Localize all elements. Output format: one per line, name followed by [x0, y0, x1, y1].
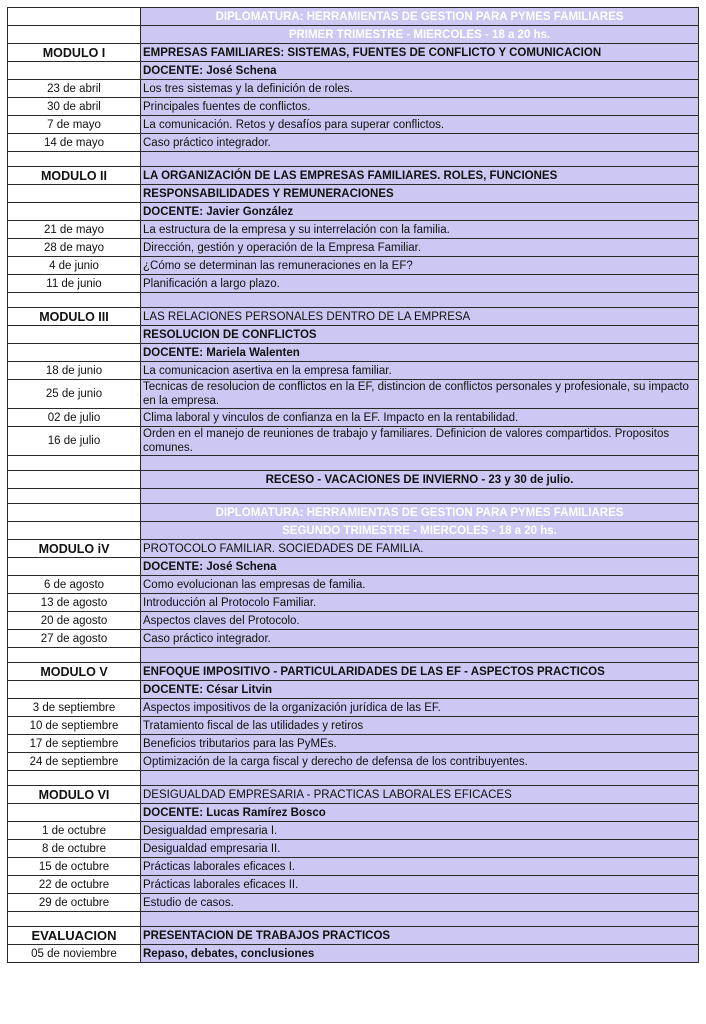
session-topic: Como evolucionan las empresas de familia.: [141, 576, 699, 594]
docente-row: [8, 344, 699, 362]
session-row: [8, 80, 699, 98]
session-date: 7 de mayo: [8, 116, 141, 134]
header-subtitle: SEGUNDO TRIMESTRE - MIERCOLES - 18 a 20 hs.: [141, 522, 699, 540]
session-row: [8, 858, 699, 876]
spacer-row: [8, 912, 699, 927]
docente: DOCENTE: Lucas Ramírez Bosco: [141, 804, 699, 822]
session-row: [8, 116, 699, 134]
spacer-row: [8, 648, 699, 663]
session-topic: Tecnicas de resolucion de conflictos en la EF, distincion de conflictos personales y profesionale, su impacto en la empresa.: [141, 380, 699, 409]
docente: DOCENTE: César Litvin: [141, 681, 699, 699]
session-row: [8, 576, 699, 594]
session-date: 10 de septiembre: [8, 717, 141, 735]
docente-row: [8, 62, 699, 80]
evaluacion-title: PRESENTACION DE TRABAJOS PRACTICOS: [141, 927, 699, 945]
evaluacion-detail: Repaso, debates, conclusiones: [141, 945, 699, 963]
session-date: 14 de mayo: [8, 134, 141, 152]
module-title: LA ORGANIZACIÓN DE LAS EMPRESAS FAMILIARES. ROLES, FUNCIONES: [141, 167, 699, 185]
header-row-subtitle: [8, 26, 699, 44]
session-date: 24 de septiembre: [8, 753, 141, 771]
session-date: 16 de julio: [8, 427, 141, 456]
session-topic: Orden en el manejo de reuniones de trabajo y familiares. Definicion de valores compartidos. Propositos comunes.: [141, 427, 699, 456]
session-topic: Desigualdad empresaria I.: [141, 822, 699, 840]
module-row: [8, 308, 699, 326]
docente: DOCENTE: José Schena: [141, 558, 699, 576]
session-date: 30 de abril: [8, 98, 141, 116]
session-date: 23 de abril: [8, 80, 141, 98]
module-title-row: [8, 326, 699, 344]
module-title-row: [8, 185, 699, 203]
session-row: [8, 894, 699, 912]
session-topic: Tratamiento fiscal de las utilidades y retiros: [141, 717, 699, 735]
session-topic: Caso práctico integrador.: [141, 630, 699, 648]
session-topic: La comunicación. Retos y desafíos para superar conflictos.: [141, 116, 699, 134]
spacer-row: [8, 293, 699, 308]
module-title: PROTOCOLO FAMILIAR. SOCIEDADES DE FAMILIA.: [141, 540, 699, 558]
evaluacion-date: 05 de noviembre: [8, 945, 141, 963]
receso-row: [8, 471, 699, 489]
session-topic: Beneficios tributarios para las PyMEs.: [141, 735, 699, 753]
session-topic: La comunicacion asertiva en la empresa familiar.: [141, 362, 699, 380]
module-row: [8, 540, 699, 558]
session-row: [8, 612, 699, 630]
module-row: [8, 167, 699, 185]
session-topic: Prácticas laborales eficaces I.: [141, 858, 699, 876]
session-topic: ¿Cómo se determinan las remuneraciones en la EF?: [141, 257, 699, 275]
session-row: [8, 427, 699, 456]
session-date: 6 de agosto: [8, 576, 141, 594]
session-topic: Dirección, gestión y operación de la Empresa Familiar.: [141, 239, 699, 257]
docente: DOCENTE: Javier González: [141, 203, 699, 221]
session-row: [8, 717, 699, 735]
module-row: [8, 663, 699, 681]
module-title: DESIGUALDAD EMPRESARIA - PRACTICAS LABORALES EFICACES: [141, 786, 699, 804]
session-row: [8, 822, 699, 840]
module-label: MODULO VI: [8, 786, 141, 804]
session-row: [8, 735, 699, 753]
session-topic: Planificación a largo plazo.: [141, 275, 699, 293]
module-label: MODULO III: [8, 308, 141, 326]
session-date: 22 de octubre: [8, 876, 141, 894]
session-date: 21 de mayo: [8, 221, 141, 239]
session-topic: Aspectos impositivos de la organización jurídica de las EF.: [141, 699, 699, 717]
header-row-title: [8, 8, 699, 26]
session-topic: Principales fuentes de conflictos.: [141, 98, 699, 116]
docente-row: [8, 681, 699, 699]
session-topic: Desigualdad empresaria II.: [141, 840, 699, 858]
session-row: [8, 840, 699, 858]
module-title-continued: RESPONSABILIDADES Y REMUNERACIONES: [141, 185, 699, 203]
session-date: 1 de octubre: [8, 822, 141, 840]
spacer-row: [8, 152, 699, 167]
module-label: MODULO II: [8, 167, 141, 185]
spacer-row: [8, 456, 699, 471]
module-title-continued: RESOLUCION DE CONFLICTOS: [141, 326, 699, 344]
receso-marker: [8, 471, 141, 489]
session-row: [8, 239, 699, 257]
session-date: 27 de agosto: [8, 630, 141, 648]
spacer-row: [8, 489, 699, 504]
session-topic: Optimización de la carga fiscal y derecho de defensa de los contribuyentes.: [141, 753, 699, 771]
session-topic: Aspectos claves del Protocolo.: [141, 612, 699, 630]
header-row-subtitle: [8, 522, 699, 540]
session-row: [8, 380, 699, 409]
schedule-table: [7, 7, 699, 963]
docente-row: [8, 558, 699, 576]
session-row: [8, 362, 699, 380]
module-row: [8, 44, 699, 62]
session-date: 18 de junio: [8, 362, 141, 380]
session-date: 02 de julio: [8, 409, 141, 427]
module-label: MODULO iV: [8, 540, 141, 558]
session-row: [8, 134, 699, 152]
session-date: 3 de septiembre: [8, 699, 141, 717]
session-row: [8, 594, 699, 612]
header-title: DIPLOMATURA: HERRAMIENTAS DE GESTION PARA PYMES FAMILIARES: [141, 8, 699, 26]
session-row: [8, 275, 699, 293]
docente-row: [8, 203, 699, 221]
header-row-title: [8, 504, 699, 522]
evaluacion-session-row: [8, 945, 699, 963]
module-row: [8, 786, 699, 804]
evaluacion-row: [8, 927, 699, 945]
session-topic: Caso práctico integrador.: [141, 134, 699, 152]
session-row: [8, 257, 699, 275]
session-date: 17 de septiembre: [8, 735, 141, 753]
session-date: 11 de junio: [8, 275, 141, 293]
session-topic: Prácticas laborales eficaces II.: [141, 876, 699, 894]
header-title: DIPLOMATURA: HERRAMIENTAS DE GESTION PARA PYMES FAMILIARES: [141, 504, 699, 522]
docente: DOCENTE: Mariela Walenten: [141, 344, 699, 362]
session-date: 4 de junio: [8, 257, 141, 275]
module-title: EMPRESAS FAMILIARES: SISTEMAS, FUENTES DE CONFLICTO Y COMUNICACION: [141, 44, 699, 62]
evaluacion-label: EVALUACION: [8, 927, 141, 945]
session-topic: Los tres sistemas y la definición de roles.: [141, 80, 699, 98]
session-row: [8, 753, 699, 771]
session-date: 20 de agosto: [8, 612, 141, 630]
docente: DOCENTE: José Schena: [141, 62, 699, 80]
header-subtitle: PRIMER TRIMESTRE - MIERCOLES - 18 a 20 hs.: [141, 26, 699, 44]
session-row: [8, 98, 699, 116]
session-row: [8, 409, 699, 427]
session-date: 25 de junio: [8, 380, 141, 409]
session-topic: La estructura de la empresa y su interrelación con la familia.: [141, 221, 699, 239]
receso-text: RECESO - VACACIONES DE INVIERNO - 23 y 30 de julio.: [141, 471, 699, 489]
session-row: [8, 630, 699, 648]
session-date: 29 de octubre: [8, 894, 141, 912]
session-row: [8, 221, 699, 239]
spacer-row: [8, 771, 699, 786]
session-row: [8, 876, 699, 894]
session-topic: Clima laboral y vinculos de confianza en la EF. Impacto en la rentabilidad.: [141, 409, 699, 427]
session-date: 28 de mayo: [8, 239, 141, 257]
docente-row: [8, 804, 699, 822]
module-label: MODULO V: [8, 663, 141, 681]
module-title: LAS RELACIONES PERSONALES DENTRO DE LA EMPRESA: [141, 308, 699, 326]
module-label: MODULO I: [8, 44, 141, 62]
module-title: ENFOQUE IMPOSITIVO - PARTICULARIDADES DE LAS EF - ASPECTOS PRACTICOS: [141, 663, 699, 681]
session-date: 8 de octubre: [8, 840, 141, 858]
session-topic: Introducción al Protocolo Familiar.: [141, 594, 699, 612]
session-row: [8, 699, 699, 717]
session-topic: Estudio de casos.: [141, 894, 699, 912]
session-date: 15 de octubre: [8, 858, 141, 876]
session-date: 13 de agosto: [8, 594, 141, 612]
